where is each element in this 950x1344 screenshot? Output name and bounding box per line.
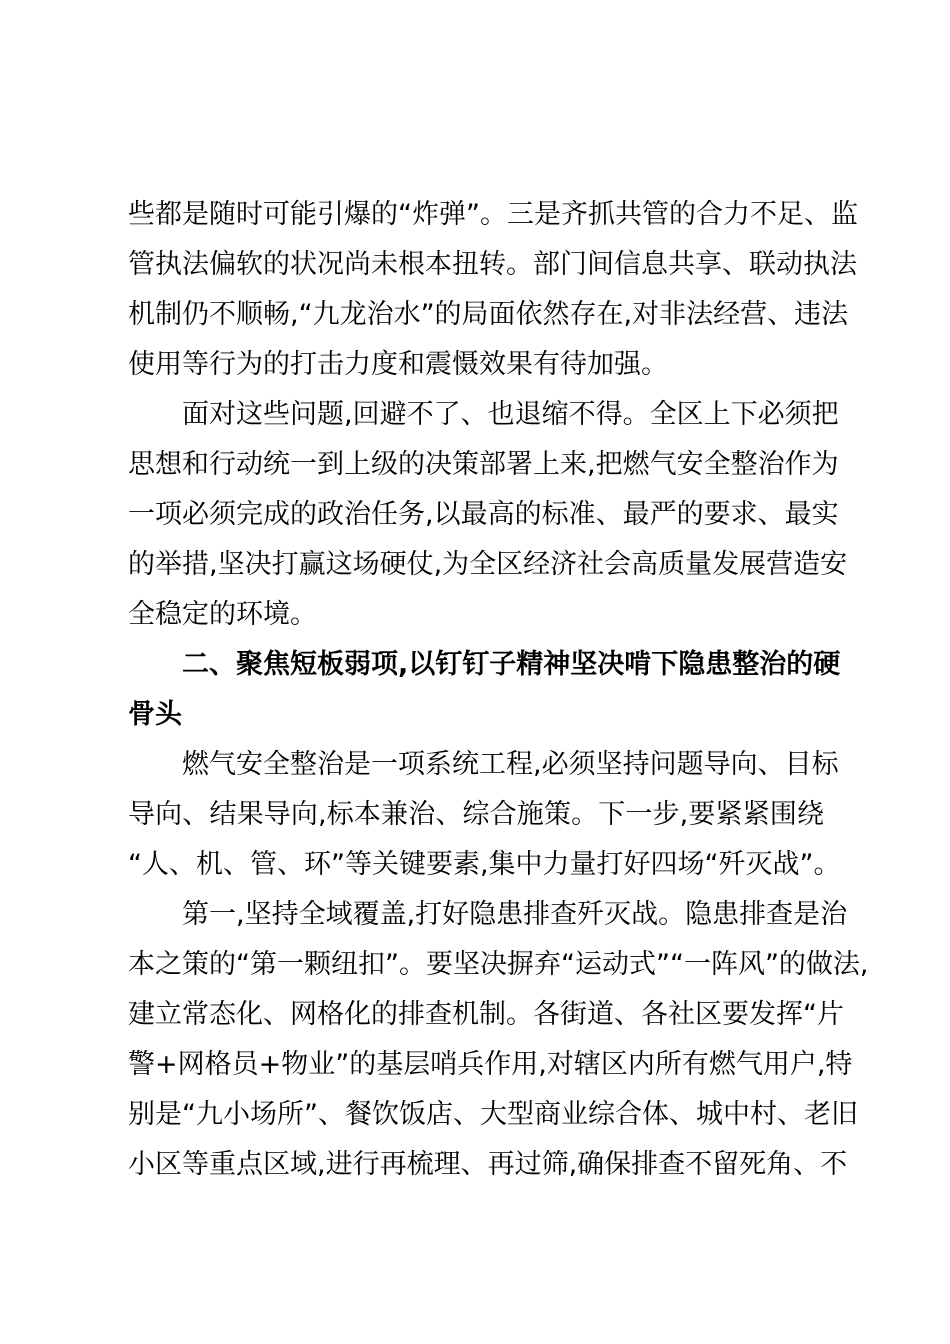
text-line: 使用等行为的打击力度和震慑效果有待加强。 <box>128 349 668 380</box>
paragraph <box>128 740 841 890</box>
text-line: 一项必须完成的政治任务,以最高的标准、最严的要求、最实 <box>128 499 839 530</box>
text-line: 燃气安全整治是一项系统工程,必须坚持问题导向、目标 <box>182 749 839 780</box>
text-line: 小区等重点区域,进行再梳理、再过筛,确保排查不留死角、不 <box>128 1149 848 1180</box>
paragraph <box>128 190 858 390</box>
text-line: 二、聚焦短板弱项,以钉钉子精神坚决啃下隐患整治的硬 <box>182 649 841 680</box>
text-line: 第一,坚持全域覆盖,打好隐患排查歼灭战。隐患排查是治 <box>182 899 848 930</box>
text-line: 管执法偏软的状况尚未根本扭转。部门间信息共享、联动执法 <box>128 249 857 280</box>
text-line: 骨头 <box>128 699 182 730</box>
paragraph <box>128 890 869 1190</box>
text-line: 导向、结果导向,标本兼治、综合施策。下一步,要紧紧围绕 <box>128 799 824 830</box>
text-line: 面对这些问题,回避不了、也退缩不得。全区上下必须把 <box>182 399 839 430</box>
text-line: 机制仍不顺畅,“九龙治水”的局面依然存在,对非法经营、违法 <box>128 299 849 330</box>
text-line: 思想和行动统一到上级的决策部署上来,把燃气安全整治作为 <box>128 449 839 480</box>
text-line: “人、机、管、环”等关键要素,集中力量打好四场“歼灭战”。 <box>128 849 841 880</box>
text-line: 本之策的“第一颗纽扣”。要坚决摒弃“运动式”“一阵风”的做法, <box>128 949 869 980</box>
paragraph <box>128 390 848 640</box>
text-line: 些都是随时可能引爆的“炸弹”。三是齐抓共管的合力不足、监 <box>128 199 858 230</box>
text-line: 全稳定的环境。 <box>128 599 317 630</box>
text-line: 建立常态化、网格化的排查机制。各街道、各社区要发挥“片 <box>128 999 844 1030</box>
text-line: 别是“九小场所”、餐饮饭店、大型商业综合体、城中村、老旧 <box>128 1099 858 1130</box>
text-line: 的举措,坚决打赢这场硬仗,为全区经济社会高质量发展营造安 <box>128 549 848 580</box>
text-line: 警+网格员+物业”的基层哨兵作用,对辖区内所有燃气用户,特 <box>128 1049 853 1080</box>
document-page <box>128 190 869 1190</box>
section-heading <box>128 640 841 740</box>
